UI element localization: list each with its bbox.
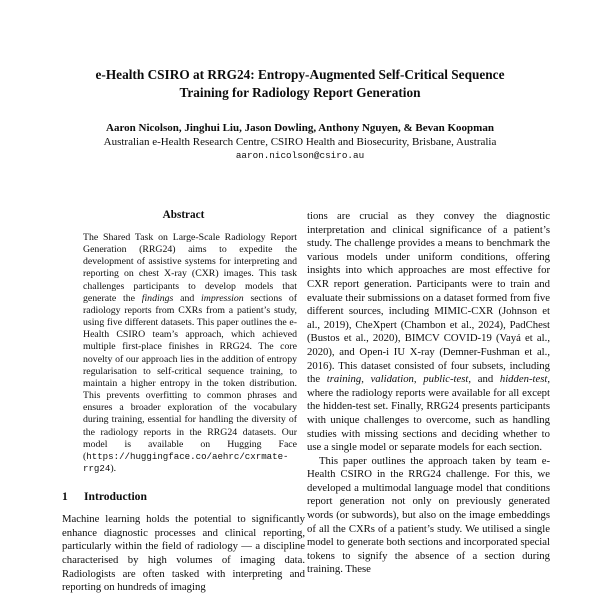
paper-title-line1: e-Health CSIRO at RRG24: Entropy-Augmented Self-Critical Sequence bbox=[95, 67, 505, 82]
byline-block bbox=[0, 121, 600, 163]
section-heading-introduction bbox=[62, 490, 305, 504]
section-number: 1 bbox=[62, 490, 68, 504]
introduction-paragraph: Machine learning holds the potential to significantly enhance diagnostic processes and clinical reporting, particularly within the field of radiology — a discipline characterised by high volumes of imaging data. Radiologists are often tasked with interpreting and reporting on hundreds of imaging bbox=[62, 513, 305, 594]
paper-title bbox=[0, 66, 600, 101]
abstract-text: The Shared Task on Large-Scale Radiology Report Generation (RRG24) aims to expedite the development of assistive systems for interpreting and reporting on chest X-ray (CXR) images. This task challenges participants to develop models that generate the findings and impression sections of radiology reports from CXRs from a patient’s study, using five different datasets. This paper outlines the e-Health CSIRO team’s approach, which achieved multiple first-place finishes in RRG24. The core novelty of our approach lies in the addition of entropy regularisation to self-critical sequence training, to maintain a higher entropy in the token distribution. This prevents overfitting to common phrases and ensures a broader exploration of the vocabulary during training, essential for handling the diversity of the radiology reports in the RRG24 datasets. Our model is available on Hugging Face (https://huggingface.co/aehrc/cxrmate-rrg24). bbox=[83, 232, 297, 474]
affiliation-line: Australian e-Health Research Centre, CSIRO Health and Biosecurity, Brisbane, Australia bbox=[103, 136, 497, 148]
body-paragraph-continuation: tions are crucial as they convey the diagnostic interpretation and clinical significance of a patient’s study. The challenge provides a means to benchmark the various models under uniform conditions, offering insights into which approaches are most effective for CXR report generation. Participants were to train and evaluate their submissions on a dataset formed from five different sources, including MIMIC-CXR (Johnson et al., 2019), CheXpert (Chambon et al., 2024), PadChest (Bustos et al., 2020), BIMCV COVID-19 (Vayá et al., 2020), and Open-i IU X-ray (Demner-Fushman et al., 2016). This dataset consisted of four subsets, including the training, validation, public-test, and hidden-test, where the radiology reports were available for all except the hidden-test set. Finally, RRG24 presents participants with unique challenges to overcome, such as handling studies with missing sections and deciding whether to use a single model or separate models for each section. bbox=[307, 210, 551, 454]
abstract-heading: Abstract bbox=[162, 209, 205, 221]
right-column bbox=[307, 205, 550, 577]
author-line: Aaron Nicolson, Jinghui Liu, Jason Dowling, Anthony Nguyen, & Bevan Koopman bbox=[106, 122, 494, 134]
body-paragraph: This paper outlines the approach taken by team e-Health CSIRO in the RRG24 challenge. For this, we developed a multimodal language model that conditions report generation not only on previously generated words (or subwords), but also on the image embeddings of all the CXRs of a patient’s study. We utilised a single model to generate both sections and incorporated special tokens to signify the absence of a section during training. These bbox=[307, 454, 550, 576]
paper-title-line2: Training for Radiology Report Generation bbox=[179, 84, 421, 100]
section-title: Introduction bbox=[84, 490, 147, 504]
contact-email: aaron.nicolson@csiro.au bbox=[235, 150, 365, 161]
left-column bbox=[62, 205, 305, 595]
